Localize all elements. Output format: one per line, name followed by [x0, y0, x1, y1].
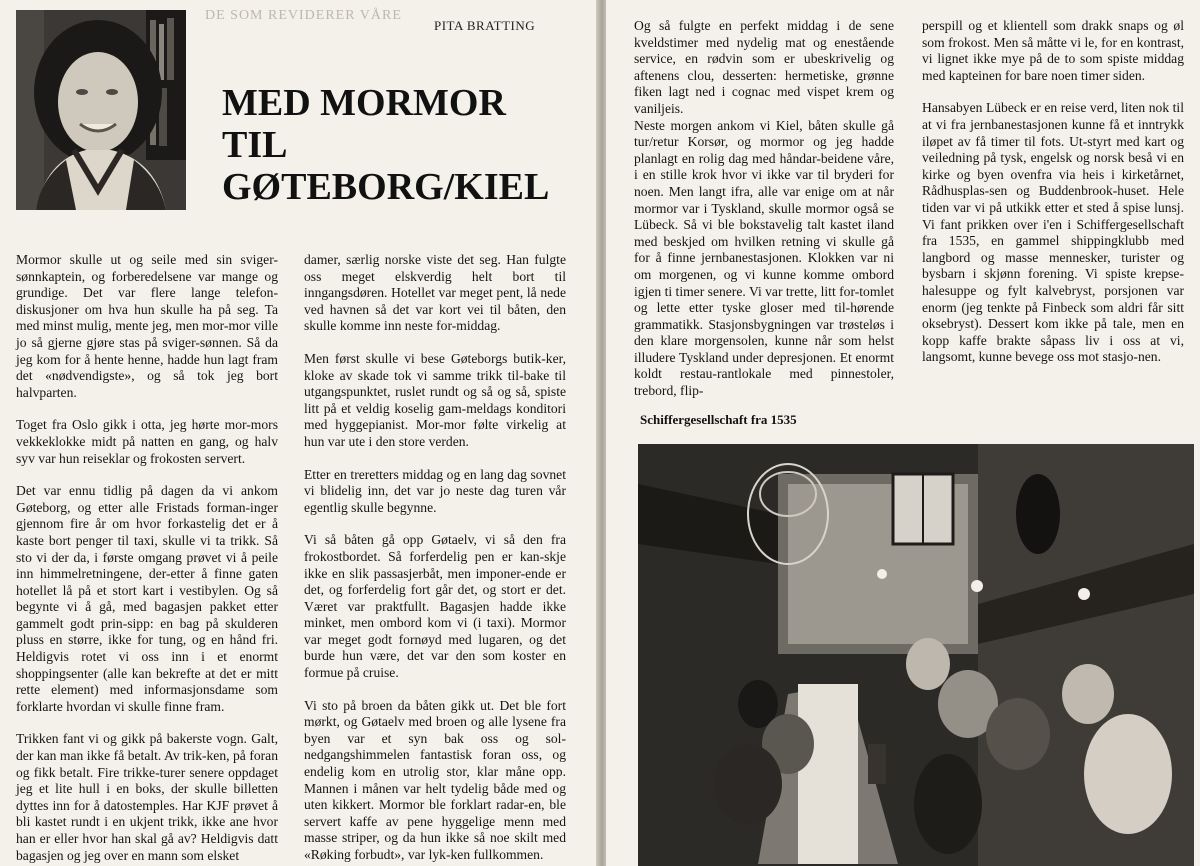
paragraph: Neste morgen ankom vi Kiel, båten skulle gå tur/retur Korsør, og mormor og jeg hadde planlagt en rolig dag med håndar-beidene våre, i en stille krok hvor vi ikke var til bryderi for noen. Men langt ifra, alle var enige om at når mormor var i Tyskland, skulle mormor også se Lübeck. Så vi ble bokstavelig talt kastet iland med beskjed om hvilken retning vi skulle gå for å finne jernbanestasjonen. Klokken var ni om morgenen, og vi kunne komme ombord igjen ti timer senere. Vi var trette, litt for-tomlet og lette etter tyske gloser med til-hørende grammatikk. Stasjonsbygningen var trøsteløs i den klare morgensolen, kunne når som helst illudere Tyskland under depresjonen. Et enormt koldt restau-rantlokale med pinnestoler, trebord, flip-: [634, 117, 894, 399]
left-page-column-2: [304, 252, 566, 866]
paragraph: perspill og et klientell som drakk snaps og øl som frokost. Men så måtte vi le, for en kontrast, vi lignet ikke mye på de to som spiste middag med kapteinen for bare noen timer siden.: [922, 18, 1184, 83]
author-portrait-photo: [16, 10, 186, 210]
bleed-through-header: DE SOM REVIDERER VÅRE: [205, 8, 402, 23]
paragraph: Vi sto på broen da båten gikk ut. Det ble fort mørkt, og Gøtaelv med broen og alle lysene fra byen var et syn bak oss og sol-nedgangshimmelen fantastisk foran oss, og endelig kom en utrolig stor, klar måne opp. Mannen i månen var helt tydelig både med og uten kikkert. Mormor ble forklart radar-en, ble servert kaffe av pene hyggelige menn med masse striper, og da hun ikke så noe skilt med «Røking forbudt», var lyk-ken fullkommen.: [304, 697, 566, 862]
restaurant-illustration: [638, 444, 1194, 866]
left-page: [0, 0, 598, 866]
paragraph: Etter en treretters middag og en lang dag sovnet vi blidelig inn, det var jo neste dag turen vår egentlig skulle begynne.: [304, 466, 566, 515]
right-page-column-1: [634, 18, 894, 416]
paragraph: Men først skulle vi bese Gøteborgs butik-ker, kloke av skade tok vi samme trikk til-bake til utgangspunktet, ruslet rundt og så og så, spiste litt på et veldig koselig gam-meldags konditori med hyggepianist. Mor-mor følte virkelig at hun var ute i den store verden.: [304, 350, 566, 449]
paragraph: Toget fra Oslo gikk i otta, jeg hørte mor-mors vekkeklokke midt på natten en gang, og halv syv var hun reiseklar og frokosten servert.: [16, 417, 278, 466]
title-line: MED MORMOR: [222, 82, 506, 124]
article-title: [222, 82, 582, 208]
photo-caption: Schiffergesellschaft fra 1535: [640, 412, 797, 427]
right-page-column-2: [922, 18, 1184, 382]
restaurant-interior-photo: [638, 444, 1194, 866]
title-line: GØTEBORG/KIEL: [222, 166, 550, 208]
left-page-column-1: [16, 252, 278, 866]
portrait-illustration: [16, 10, 186, 210]
paragraph: Trikken fant vi og gikk på bakerste vogn. Galt, der kan man ikke få betalt. Av trik-ken, på foran og fikk betalt. Fire trikke-turer senere oppdaget jeg et lite hull i en boks, der skulle billetten dyttes inn for å datostemples. Har KJF prøvet å bli kastet rundt i en ukjent trikk, ikke ane hvor han er eller hvor han skal gå av? Heldigvis datt bagasjen og jeg over en mann som elsket: [16, 731, 278, 863]
author-byline: PITA BRATTING: [434, 18, 536, 33]
paragraph: Mormor skulle ut og seile med sin sviger-sønnkaptein, og forberedelsene var mange og grundige. Det var flere lange telefon-diskusjoner om hva hun skulle ha på seg. Ta med minst mulig, mente jeg, men mor-mor ville jo så gjerne gjøre stas på sviger-sønnen. Så da jeg kom for å hente henne, hadde hun lagt fram det «nødvendigste», og så tok jeg bort halvparten.: [16, 252, 278, 400]
paragraph: Og så fulgte en perfekt middag i de sene kveldstimer med nydelig mat og enestående service, en rødvin som er ubeskrivelig og aftenens clou, desserten: hermetiske, grønne fiken lagt ned i cognac med vispet krem og vaniljeis.: [634, 18, 894, 116]
paragraph: Det var ennu tidlig på dagen da vi ankom Gøteborg, og etter alle Fristads forman-inger gjennom fire år om hvor forkastelig det er å kaste bort penger til taxi, skulle vi ta trikk. Så sto vi der da, i første omgang prøvet vi å peile inn himmelretningene, der-etter å finne gaten hotellet lå på et stort kart i vestibylen. Og så begynte vi å gå, med bagasjen pakket etter gammelt godt prin-sipp: en bag på skulderen pluss en større, ikke for tung, og en hånd fri. Heldigvis rotet vi oss inn i et enormt shoppingsenter (alle kan bekrefte at det er mitt rette element) med informasjonsdame som forklarte hvordan vi skulle finne fram.: [16, 483, 278, 714]
paragraph: Vi så båten gå opp Gøtaelv, vi så den fra frokostbordet. Så forferdelig pen er kan-skje ikke en slik passasjerbåt, men imponer-ende er det, og forferdelig fort går det, og stort er det. Været var praktfullt. Bagasjen hadde ikke minket, men ombord kom vi (i taxi). Mormor var meget godt fornøyd med lugaren, og det burde hun være, det var den som koster en formue på cruise.: [304, 532, 566, 681]
paragraph: Hansabyen Lübeck er en reise verd, liten nok til at vi fra jernbanestasjonen kunne få et inntrykk iløpet av få timer til fots. Ut-styrt med kart og veiledning på tysk, engelsk og norsk beså vi en kirke og byen ovenfra via heis i kirketårnet, Rådhusplas-sen og Buddenbrook-huset. Hele tiden var vi på utkikk etter et sted å spise lunsj. Vi fant prikken over i'en i Schiffergesellschaft fra 1535, en gammel shippingklubb med langbord og masse mennesker, turister og bysbarn i skjønn forening. Vi spiste krepse-halesuppe og fylt kalvebryst, porsjonen var enorm (jeg tenkte på Finbeck som aldri får sitt oksebryst). Dessert kom ikke på tale, men en kopp kaffe brakte såpass liv i oss at vi, langsomt, kunne bevege oss mot stasjo-nen.: [922, 100, 1184, 365]
paragraph: damer, særlig norske viste det seg. Han fulgte oss meget elskverdig helt bort til inngangsdøren. Hotellet var meget pent, lå nede ved havnen så det var kort vei til båten, den skulle komme inn neste for-middag.: [304, 252, 566, 334]
title-line: TIL: [222, 124, 288, 166]
